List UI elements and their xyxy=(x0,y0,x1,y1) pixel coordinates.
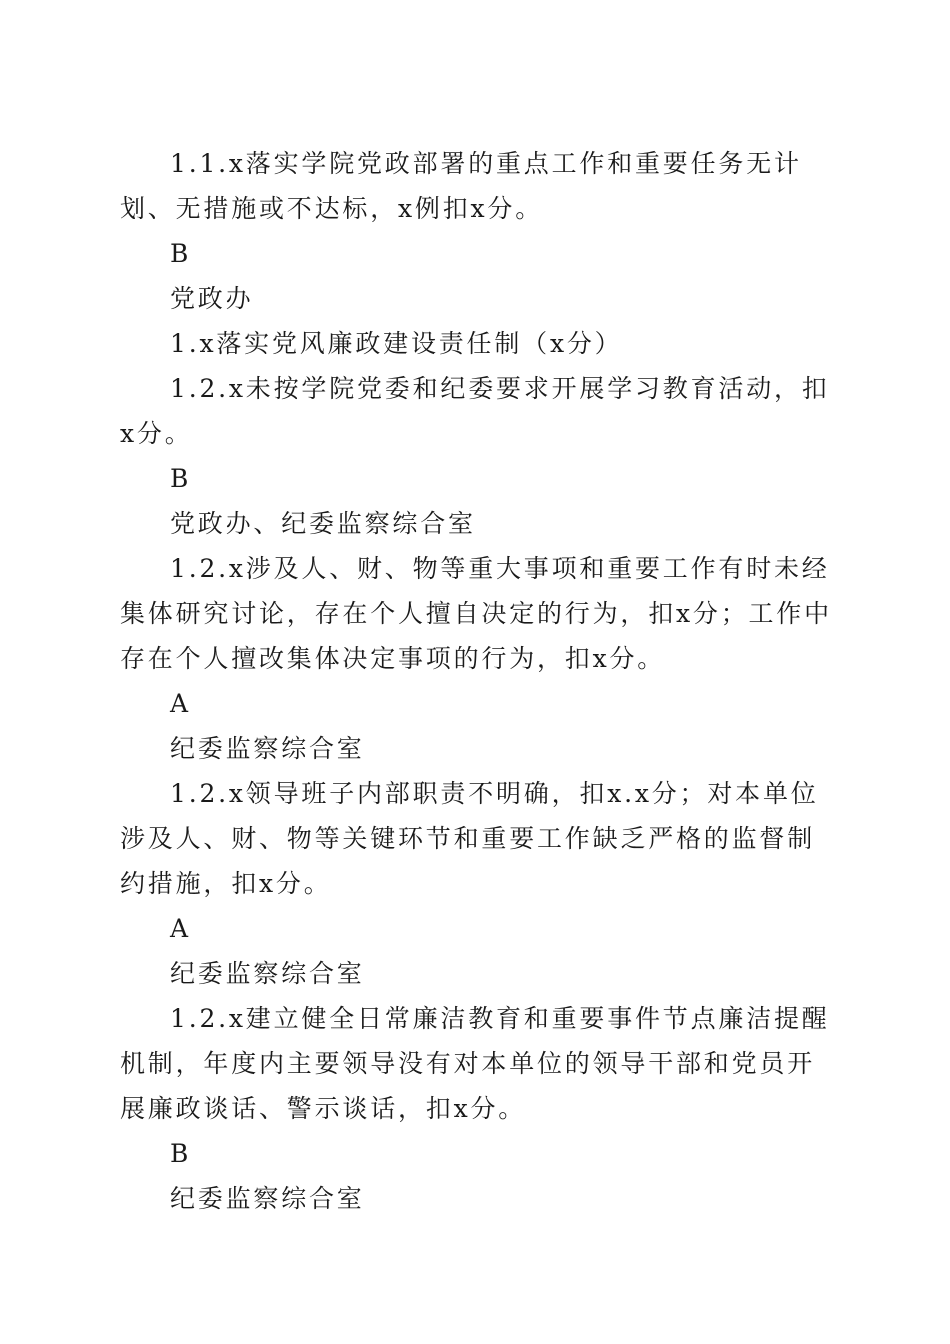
grade-label: B xyxy=(170,1139,192,1168)
grade-label: B xyxy=(170,464,192,493)
paragraph-item-collective-decision: 1.2.x涉及人、财、物等重大事项和重要工作有时未经集体研究讨论，存在个人擅自决定的行为，扣x分；工作中存在个人擅改集体决定事项的行为，扣x分。 xyxy=(120,554,832,673)
department-label: 党政办 xyxy=(170,284,254,313)
paragraph-item-study: 1.2.x未按学院党委和纪委要求开展学习教育活动，扣x分。 xyxy=(120,374,830,448)
department-label: 纪委监察综合室 xyxy=(170,959,365,988)
section-heading: 1.x落实党风廉政建设责任制（x分） xyxy=(170,329,623,358)
department-label: 纪委监察综合室 xyxy=(170,1184,365,1213)
paragraph-item-1-1-x-plan: 1.1.x落实学院党政部署的重点工作和重要任务无计划、无措施或不达标，x例扣x分。 xyxy=(120,149,802,223)
document-body xyxy=(120,141,840,1221)
grade-label: A xyxy=(170,689,191,718)
paragraph-item-responsibility: 1.2.x领导班子内部职责不明确，扣x.x分；对本单位涉及人、财、物等关键环节和重要工作缺乏严格的监督制约措施，扣x分。 xyxy=(120,779,819,898)
grade-label: B xyxy=(170,239,192,268)
department-label: 党政办、纪委监察综合室 xyxy=(170,509,476,538)
paragraph-item-integrity-education: 1.2.x建立健全日常廉洁教育和重要事件节点廉洁提醒机制，年度内主要领导没有对本单位的领导干部和党员开展廉政谈话、警示谈话，扣x分。 xyxy=(120,1004,830,1123)
grade-label: A xyxy=(170,914,191,943)
department-label: 纪委监察综合室 xyxy=(170,734,365,763)
